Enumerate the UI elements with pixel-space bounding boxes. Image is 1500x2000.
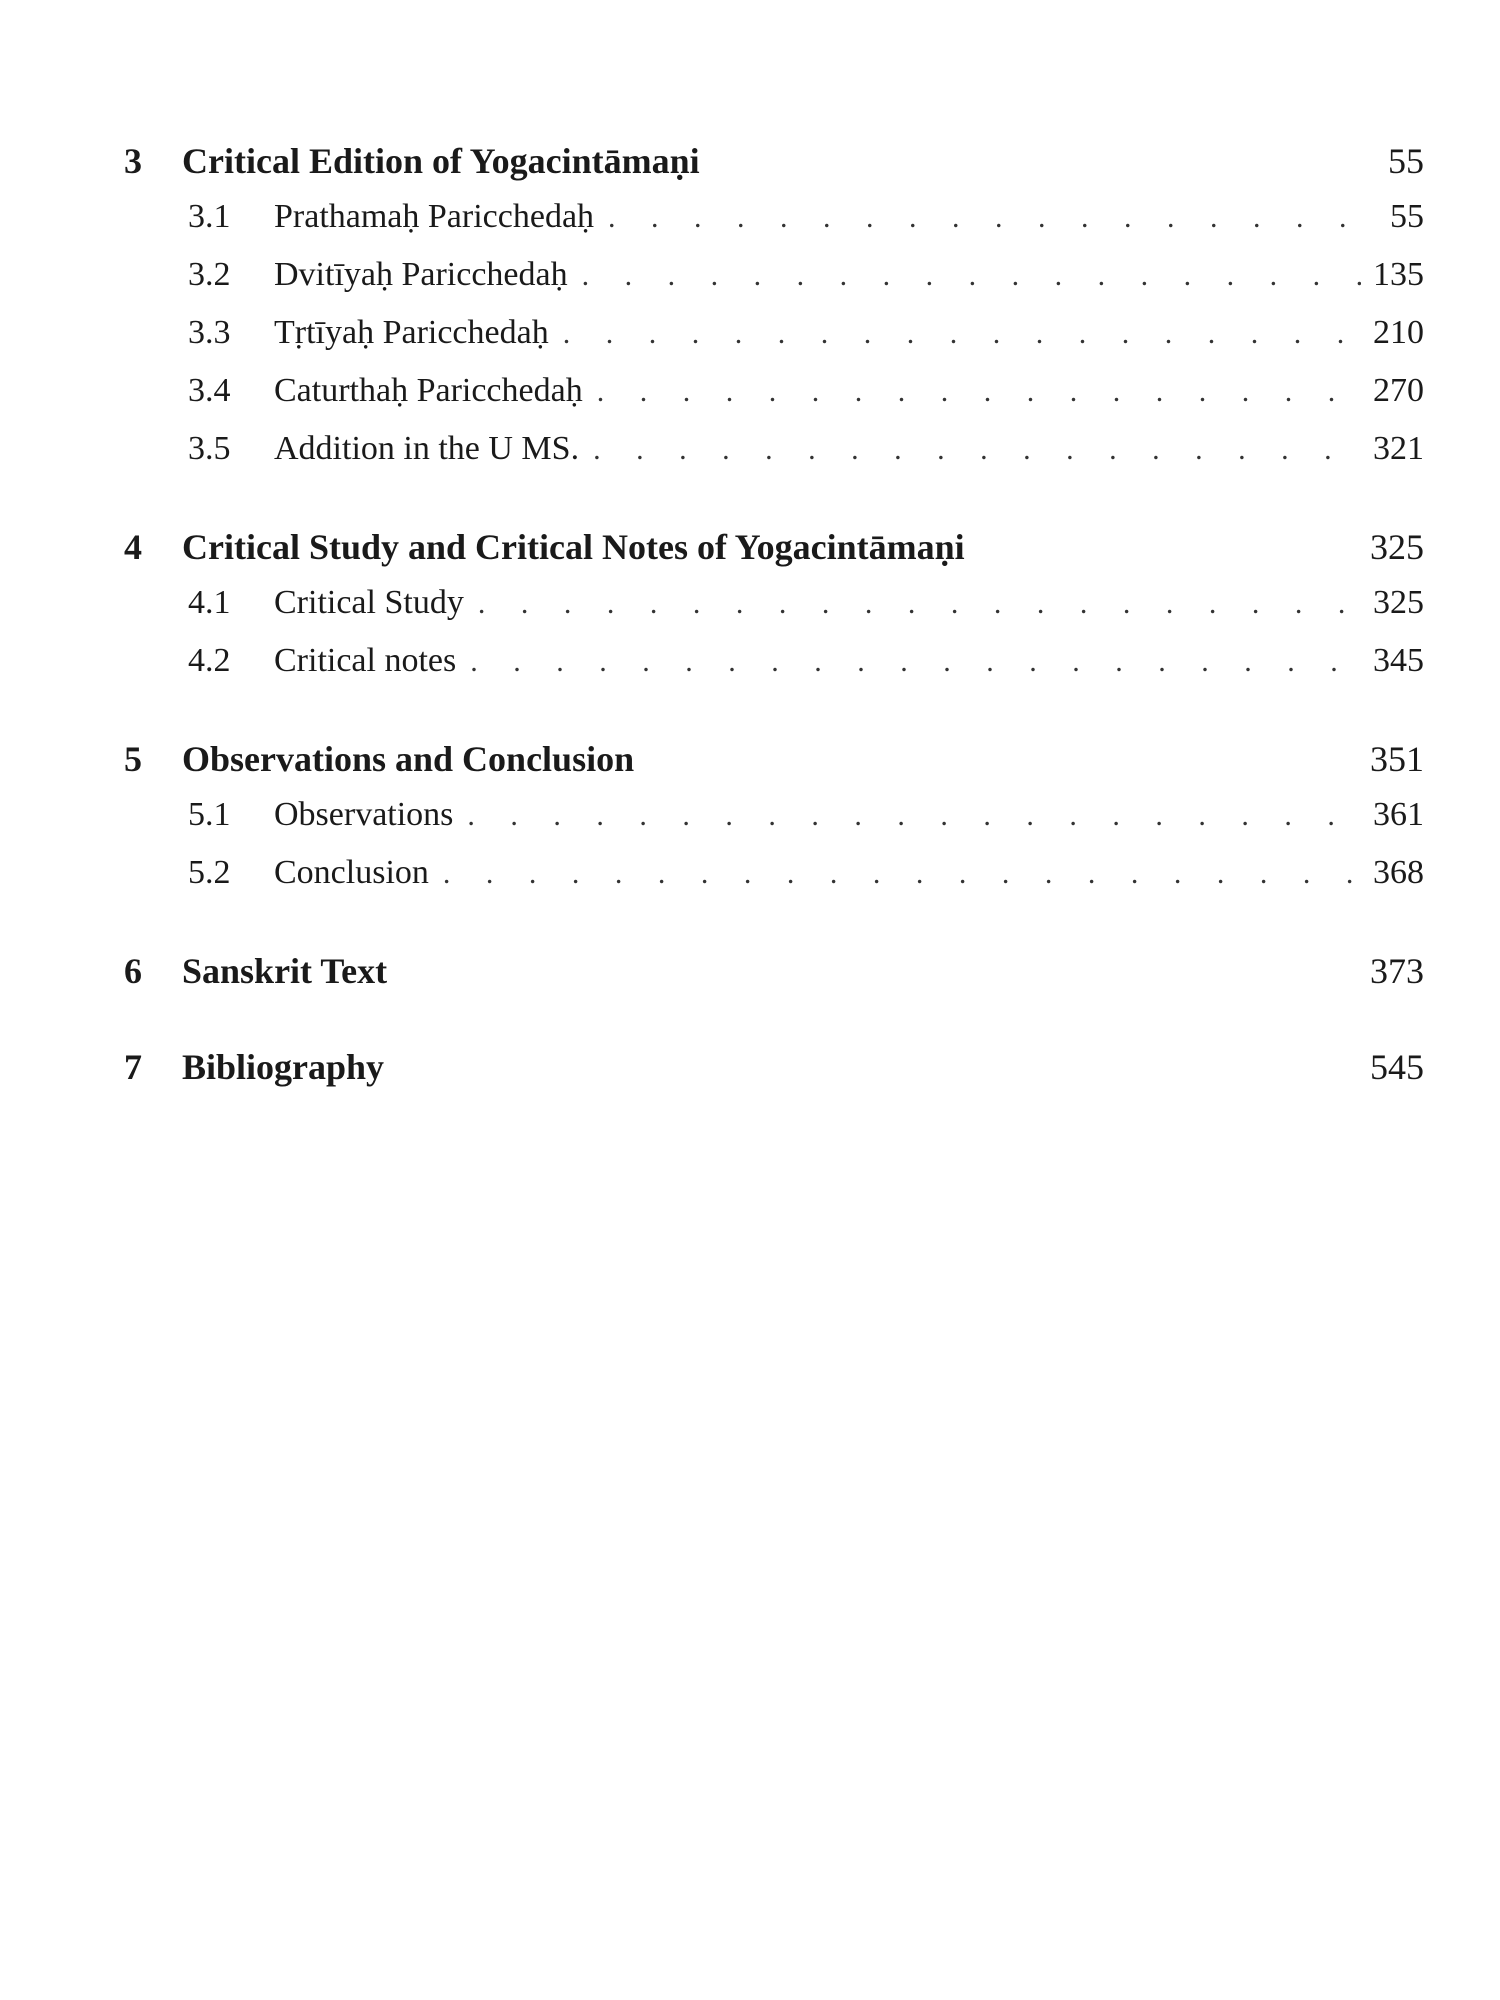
chapter-title: Critical Edition of Yogacintāmaṇi — [182, 141, 700, 181]
toc-section-3-4[interactable] — [124, 372, 1424, 430]
section-number: 5.2 — [188, 854, 231, 891]
section-title: Tṛtīyaḥ Paricchedaḥ — [274, 314, 549, 351]
toc-section-5-2[interactable] — [124, 854, 1424, 912]
section-title: Caturthaḥ Paricchedaḥ — [274, 372, 583, 409]
toc-section-4-2[interactable] — [124, 642, 1424, 700]
toc-chapter-7 — [124, 1046, 1424, 1104]
section-title: Critical Study — [274, 584, 464, 621]
section-number: 3.1 — [188, 198, 231, 235]
toc-chapter-3 — [124, 140, 1424, 488]
chapter-heading[interactable] — [124, 1046, 1424, 1104]
chapter-number: 3 — [124, 141, 142, 181]
dot-leader — [563, 317, 1361, 351]
chapter-number: 5 — [124, 739, 142, 779]
section-title: Addition in the U MS. — [274, 430, 580, 467]
chapter-number: 6 — [124, 951, 142, 991]
toc-section-5-1[interactable] — [124, 796, 1424, 854]
toc-section-3-2[interactable] — [124, 256, 1424, 314]
section-number: 4.2 — [188, 642, 231, 679]
section-title: Prathamaḥ Paricchedaḥ — [274, 198, 595, 235]
chapter-heading[interactable] — [124, 738, 1424, 796]
chapter-title: Bibliography — [182, 1047, 385, 1087]
dot-leader — [582, 259, 1361, 293]
section-page-number: 270 — [1361, 372, 1424, 410]
chapter-title: Observations and Conclusion — [182, 739, 635, 779]
chapter-heading[interactable] — [124, 140, 1424, 198]
chapter-heading[interactable] — [124, 526, 1424, 584]
chapter-page-number: 325 — [1370, 527, 1424, 567]
section-page-number: 135 — [1361, 256, 1424, 294]
section-page-number: 325 — [1361, 584, 1424, 622]
dot-leader — [597, 375, 1361, 409]
chapter-heading[interactable] — [124, 950, 1424, 1008]
dot-leader — [470, 645, 1361, 679]
section-page-number: 368 — [1361, 854, 1424, 892]
section-title: Conclusion — [274, 854, 429, 891]
toc-section-4-1[interactable] — [124, 584, 1424, 642]
chapter-title: Sanskrit Text — [182, 951, 388, 991]
toc-chapter-6 — [124, 950, 1424, 1008]
chapter-number: 4 — [124, 527, 142, 567]
chapter-title: Critical Study and Critical Notes of Yogacintāmaṇi — [182, 527, 965, 567]
toc-chapter-5 — [124, 738, 1424, 912]
section-number: 3.4 — [188, 372, 231, 409]
section-page-number: 55 — [1378, 198, 1424, 236]
chapter-page-number: 373 — [1370, 951, 1424, 991]
section-title: Dvitīyaḥ Paricchedaḥ — [274, 256, 568, 293]
section-page-number: 321 — [1361, 430, 1424, 468]
toc-section-3-5[interactable] — [124, 430, 1424, 488]
toc-section-3-1[interactable] — [124, 198, 1424, 256]
dot-leader — [593, 433, 1361, 467]
toc-chapter-4 — [124, 526, 1424, 700]
chapter-page-number: 55 — [1388, 141, 1424, 181]
section-title: Critical notes — [274, 642, 457, 679]
dot-leader — [608, 201, 1378, 235]
chapter-page-number: 351 — [1370, 739, 1424, 779]
chapter-page-number: 545 — [1370, 1047, 1424, 1087]
toc-section-3-3[interactable] — [124, 314, 1424, 372]
section-number: 4.1 — [188, 584, 231, 621]
dot-leader — [443, 857, 1361, 891]
section-number: 3.3 — [188, 314, 231, 351]
section-page-number: 361 — [1361, 796, 1424, 834]
section-number: 3.2 — [188, 256, 231, 293]
dot-leader — [467, 799, 1361, 833]
section-page-number: 345 — [1361, 642, 1424, 680]
section-title: Observations — [274, 796, 454, 833]
dot-leader — [478, 587, 1361, 621]
table-of-contents — [124, 140, 1424, 1142]
chapter-number: 7 — [124, 1047, 142, 1087]
section-number: 3.5 — [188, 430, 231, 467]
section-page-number: 210 — [1361, 314, 1424, 352]
section-number: 5.1 — [188, 796, 231, 833]
